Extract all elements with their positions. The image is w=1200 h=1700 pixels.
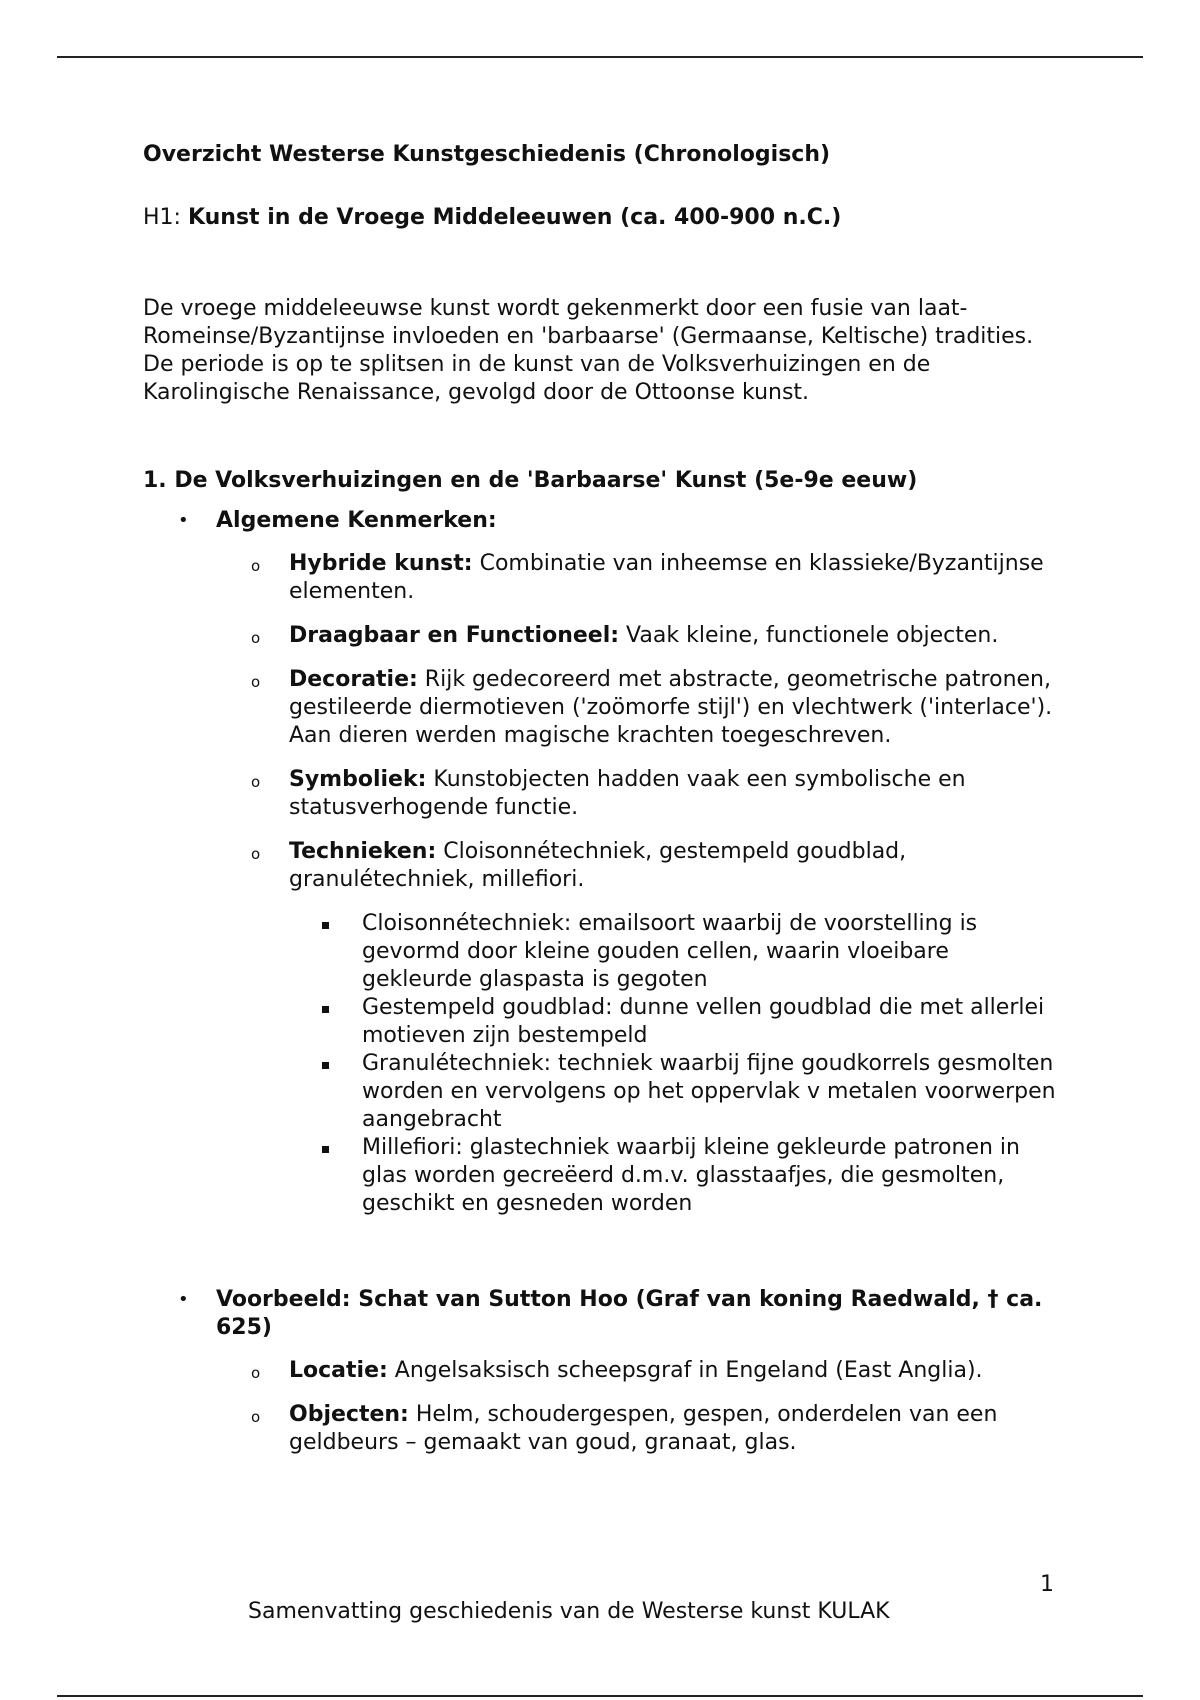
section-heading: 1. De Volksverhuizingen en de 'Barbaarse' Kunst (5e-9e eeuw): [143, 468, 918, 493]
bullet-disc-icon: •: [178, 1289, 189, 1310]
technique-text: Millefiori: glastechniek waarbij kleine gekleurde patronen in glas worden gecreëerd d.m.v. glasstaafjes, die gesmolten, geschikt en gesneden worden: [362, 1135, 1020, 1216]
bullet-circle-icon: o: [251, 773, 261, 791]
bullet-square-icon: [322, 1062, 329, 1069]
item-label: Technieken:: [289, 839, 437, 864]
technique-item: [289, 1050, 1063, 1134]
technique-item: [289, 910, 1063, 994]
list-item: [216, 766, 1063, 822]
header-rule: [57, 56, 1143, 58]
bullet-disc-icon: •: [178, 510, 189, 531]
item-text: Combinatie van inheemse en klassieke/Byzantijnse elementen.: [289, 551, 1044, 604]
technique-text: Granulétechniek: techniek waarbij fijne goudkorrels gesmolten worden en vervolgens op het oppervlak v metalen voorwerpen aangebracht: [362, 1051, 1056, 1132]
chapter-heading: [143, 204, 1063, 232]
list-item: [216, 622, 1063, 650]
chapter-title: Kunst in de Vroege Middeleeuwen (ca. 400-900 n.C.): [187, 205, 842, 230]
item-text: Cloisonnétechniek, gestempeld goudblad, granulétechniek, millefiori.: [289, 839, 907, 892]
item-label: Hybride kunst:: [289, 551, 473, 576]
document-title: Overzicht Westerse Kunstgeschiedenis (Chronologisch): [143, 142, 831, 167]
item-label: Draagbaar en Functioneel:: [289, 623, 620, 648]
voorbeeld-item: [143, 1286, 1063, 1457]
bullet-square-icon: [322, 922, 329, 929]
techniques-list: [289, 910, 1063, 1218]
item-text: Rijk gedecoreerd met abstracte, geometrische patronen, gestileerde diermotieven ('zoömorfe stijl') en vlechtwerk ('interlace'). Aan dieren werden magische krachten toegeschreven.: [289, 667, 1053, 748]
list-item: [216, 550, 1063, 606]
bullet-circle-icon: o: [251, 845, 261, 863]
item-text: Angelsaksisch scheepsgraf in Engeland (East Anglia).: [387, 1358, 983, 1383]
bullet-circle-icon: o: [251, 629, 261, 647]
list-item: [216, 666, 1063, 750]
technique-text: Gestempeld goudblad: dunne vellen goudblad die met allerlei motieven zijn bestempeld: [362, 995, 1045, 1048]
technique-text: Cloisonnétechniek: emailsoort waarbij de voorstelling is gevormd door kleine gouden cellen, waarin vloeibare gekleurde glaspasta is gegoten: [362, 911, 978, 992]
footer-rule: [57, 1695, 1143, 1697]
bullet-square-icon: [322, 1146, 329, 1153]
item-text: Kunstobjecten hadden vaak een symbolische en statusverhogende functie.: [289, 767, 966, 820]
technique-item: [289, 994, 1063, 1050]
list-item: [216, 1401, 1063, 1457]
bullet-circle-icon: o: [251, 1364, 261, 1382]
page-content: [143, 141, 1063, 1473]
item-label: Symboliek:: [289, 767, 427, 792]
item-text: Helm, schoudergespen, gespen, onderdelen van een geldbeurs – gemaakt van goud, granaat, glas.: [289, 1402, 998, 1455]
voorbeeld-title: Voorbeeld: Schat van Sutton Hoo (Graf van koning Raedwald, † ca. 625): [216, 1287, 1043, 1340]
item-label: Objecten:: [289, 1402, 409, 1427]
kenmerken-item: [143, 507, 1063, 1218]
technique-item: [289, 1134, 1063, 1218]
bullet-circle-icon: o: [251, 557, 261, 575]
chapter-prefix: H1:: [143, 205, 188, 230]
bullet-square-icon: [322, 1006, 329, 1013]
kenmerken-list: [216, 550, 1063, 1218]
list-item: [216, 838, 1063, 1218]
voorbeeld-list: [216, 1357, 1063, 1457]
item-label: Decoratie:: [289, 667, 418, 692]
list-item: [216, 1357, 1063, 1385]
item-text: Vaak kleine, functionele objecten.: [619, 623, 999, 648]
page-number: 1: [1040, 1572, 1054, 1597]
page-footer: Samenvatting geschiedenis van de Westerse kunst KULAK: [248, 1599, 890, 1624]
section-list: [143, 507, 1063, 1457]
kenmerken-title: Algemene Kenmerken:: [216, 508, 497, 533]
item-label: Locatie:: [289, 1358, 388, 1383]
bullet-circle-icon: o: [251, 1408, 261, 1426]
bullet-circle-icon: o: [251, 673, 261, 691]
intro-paragraph: De vroege middeleeuwse kunst wordt gekenmerkt door een fusie van laat-Romeinse/Byzantijnse invloeden en 'barbaarse' (Germaanse, Keltische) tradities. De periode is op te splitsen in de kunst van de Volksverhuizingen en de Karolingische Renaissance, gevolgd door de Ottoonse kunst.: [143, 296, 1034, 405]
